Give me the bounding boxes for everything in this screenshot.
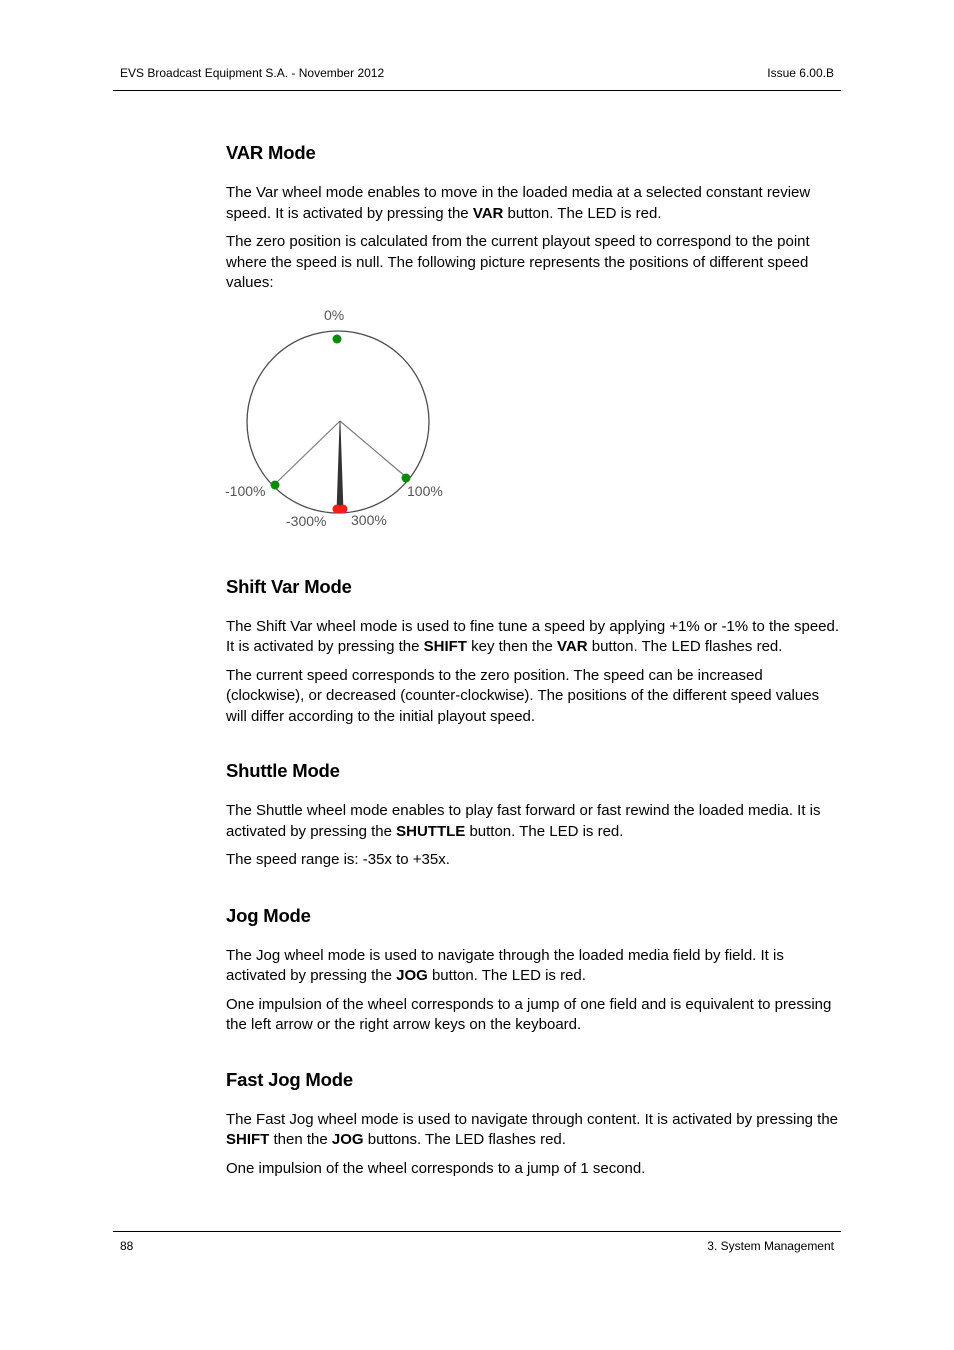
- var-speed-diagram: [222, 302, 462, 542]
- bold-var: VAR: [472, 204, 504, 222]
- dot-plus-100: [402, 473, 411, 482]
- pointer-line-right: [340, 421, 406, 477]
- section-title-fast-jog-mode: Fast Jog Mode: [226, 1068, 353, 1090]
- text-run: The Jog wheel mode is used to navigate through the loaded media field by field. It is activated by pressing the: [226, 946, 784, 984]
- header-publisher: EVS Broadcast Equipment S.A. - November 2012: [120, 66, 385, 80]
- section-shift-var-mode: [226, 574, 842, 728]
- paragraph: The zero position is calculated from the current playout speed to correspond to the point where the speed is null. The following picture represents the positions of different speed values:: [226, 233, 810, 291]
- text-run: button. The LED is red.: [503, 204, 662, 222]
- section-var-mode: [226, 140, 842, 542]
- section-shuttle-mode: [226, 758, 842, 871]
- bold-var: VAR: [557, 638, 588, 655]
- label-zero: 0%: [324, 306, 345, 323]
- dot-zero: [333, 334, 342, 343]
- paragraph: [226, 1110, 842, 1151]
- text-run: buttons. The LED flashes red.: [363, 1131, 566, 1148]
- text-run: button. The LED is red.: [427, 967, 586, 984]
- chapter-name: 3. System Management: [707, 1239, 834, 1253]
- paragraph: [226, 801, 842, 842]
- pointer-needle: [337, 421, 343, 509]
- paragraph: One impulsion of the wheel corresponds to a jump of 1 second.: [226, 1159, 646, 1177]
- header-issue: Issue 6.00.B: [767, 66, 834, 80]
- label-plus-300: 300%: [351, 511, 387, 528]
- page-number: 88: [120, 1239, 134, 1253]
- section-title-var-mode: VAR Mode: [226, 142, 316, 163]
- paragraph: [226, 946, 842, 987]
- text-run: The Shift Var wheel mode is used to fine tune a speed by applying +1% or -1% to the speed. It is activated by pressing the: [226, 617, 840, 655]
- text-run: key then the: [466, 638, 558, 655]
- paragraph: The current speed corresponds to the zero position. The speed can be increased (clockwise), or decreased (counter-clockwise). The positions of the different speed values will differ according to the initial playout speed.: [226, 666, 820, 725]
- text-run: then the: [269, 1131, 332, 1148]
- label-minus-100: -100%: [225, 482, 266, 499]
- page-footer: [113, 1231, 841, 1253]
- paragraph: [226, 617, 842, 658]
- text-run: The Var wheel mode enables to move in the loaded media at a selected constant review speed. It is activated by pressing the: [226, 184, 811, 222]
- bold-jog: JOG: [331, 1131, 364, 1148]
- page-header: [113, 66, 841, 91]
- label-plus-100: 100%: [407, 482, 443, 499]
- text-run: The Shuttle wheel mode enables to play fast forward or fast rewind the loaded media. It is activated by pressing the: [226, 802, 821, 840]
- section-fast-jog-mode: [226, 1067, 842, 1180]
- bold-shift: SHIFT: [226, 1131, 270, 1148]
- label-minus-300: -300%: [286, 512, 327, 529]
- text-run: button. The LED flashes red.: [587, 638, 783, 655]
- paragraph: One impulsion of the wheel corresponds to a jump of one field and is equivalent to pressing the left arrow or the right arrow keys on the keyboard.: [226, 995, 832, 1033]
- section-jog-mode: [226, 903, 842, 1036]
- bold-shuttle: SHUTTLE: [396, 822, 466, 840]
- bold-shift: SHIFT: [423, 638, 467, 655]
- dot-minus-100: [271, 480, 280, 489]
- section-title-jog-mode: Jog Mode: [226, 904, 311, 926]
- text-run: button. The LED is red.: [465, 822, 624, 840]
- dot-plus-300: [339, 504, 348, 513]
- page-content: [226, 140, 842, 1211]
- section-title-shuttle-mode: Shuttle Mode: [226, 760, 340, 781]
- paragraph: The speed range is: -35x to +35x.: [226, 851, 450, 868]
- text-run: The Fast Jog wheel mode is used to navigate through content. It is activated by pressing the: [226, 1110, 839, 1128]
- bold-jog: JOG: [396, 967, 428, 984]
- pointer-line-left: [275, 421, 340, 484]
- section-title-shift-var-mode: Shift Var Mode: [226, 575, 352, 597]
- paragraph: [226, 183, 842, 224]
